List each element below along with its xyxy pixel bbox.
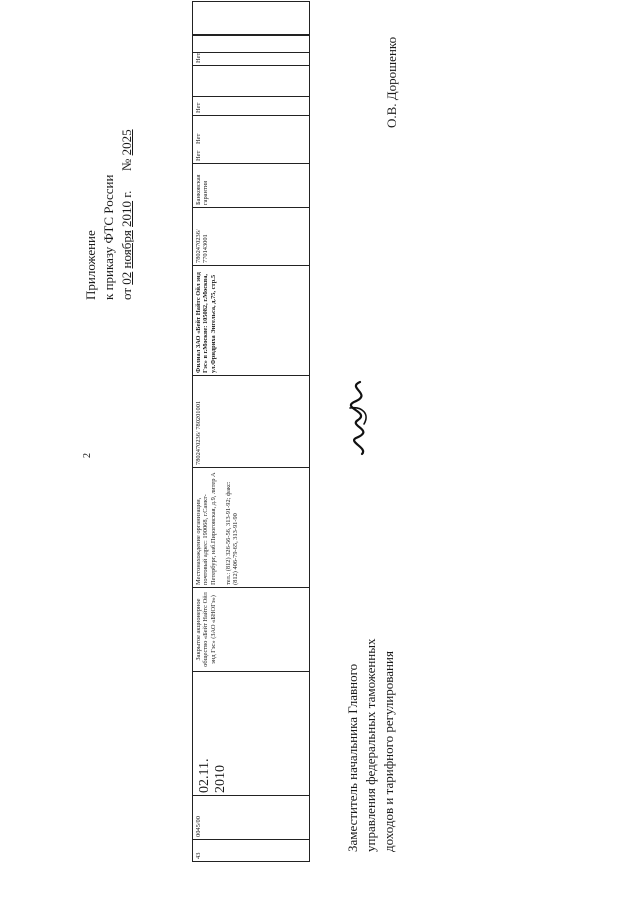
signatory-line2: управления федеральных таможенных [363,638,378,852]
table-row [193,35,309,861]
cell-date: 02.11. 2010 [193,671,309,795]
date-year-suffix: г. [119,190,134,198]
cell-organization: Закрытое акционерное общество «Бейт Найтс Ойл энд Гэс» (ЗАО «БНОГэ») [193,587,309,671]
cell-guarantee: Банковская гарантия [193,163,309,207]
date-prefix: от [119,287,134,300]
cell-inn-kpp: 7802470236/ 780201001 [193,375,309,467]
cell-col11: Нет [193,65,309,115]
cell-col12: Нет [193,35,309,65]
date-day: 02 [119,271,134,285]
appendix-date-line [118,129,136,300]
table-extension [192,1,310,146]
appendix-order: к приказу ФТС России [101,174,116,300]
date-month: ноября [119,230,134,269]
page-number: 2 [82,453,93,458]
cell-col10: Нет [193,115,309,163]
signatory-block [344,639,398,852]
signatory-line1: Заместитель начальника Главного [345,663,360,852]
appendix-header [82,129,136,300]
order-number: 2025 [119,129,134,156]
cell-col13: Нет [193,96,309,146]
cell-row-number: 43 [193,839,309,861]
cell-registration-number: 0045/00 [193,795,309,839]
cell-location: Местонахождение организации, почтовый адрес: 190068, г.Санкт-Петербург, наб.Пироговская, д.9, литер А тел.: (812) 326-56-56, 313-91-92; факс: (812) 406-79-65, 313-91-90 [193,467,309,587]
cell-branch: Филиал ЗАО «Бейт Найтс Ойл энд Гэс» в г.Москве: 105082, г.Москва, ул.Фридриха Энгельса, д.75, стр.5 [193,265,309,375]
register-table [192,34,310,862]
cell-col15 [193,2,309,52]
cell-col14 [193,52,309,96]
date-year: 2010 [119,200,134,227]
signer-name: О.В. Дорошенко [384,36,399,128]
appendix-title: Приложение [83,230,98,300]
signature-image [340,378,380,458]
order-number-sign: № [119,158,134,172]
cell-branch-inn-kpp: 7802470236/ 770143001 [193,207,309,265]
signatory-line3: доходов и тарифного регулирования [381,651,396,852]
